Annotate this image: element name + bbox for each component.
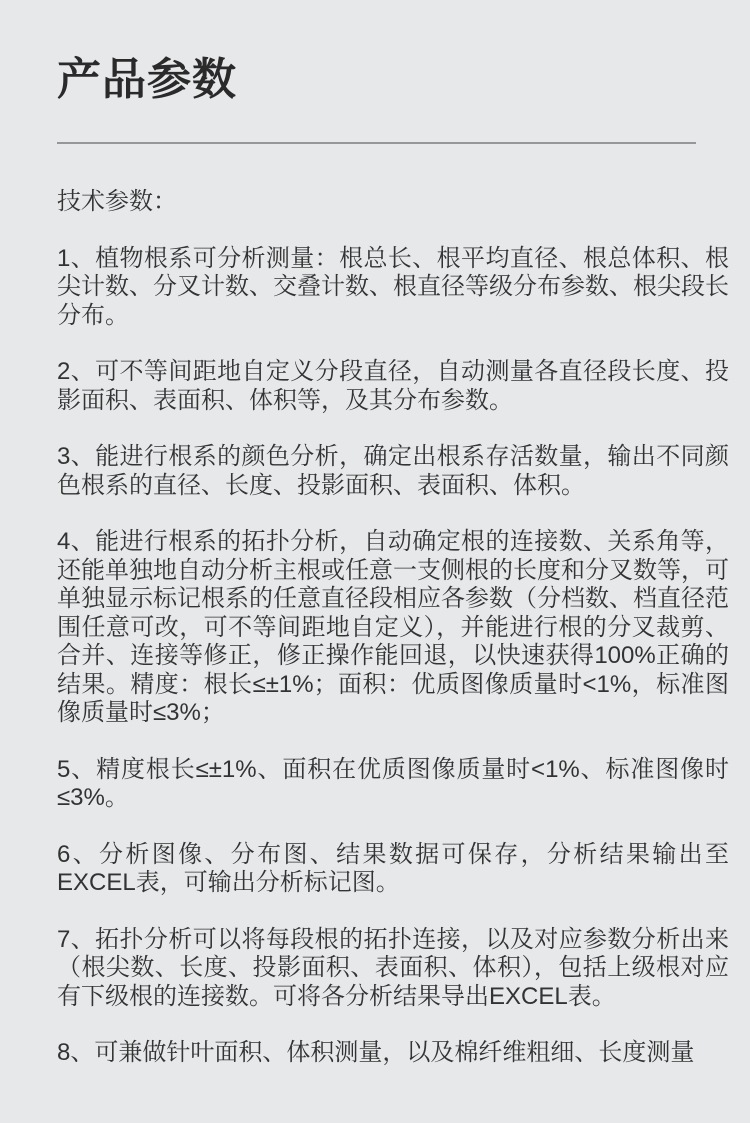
spec-content <box>57 188 729 1068</box>
spec-paragraph-6: 6、分析图像、分布图、结果数据可保存，分析结果输出至EXCEL表，可输出分析标记图。 <box>57 840 729 896</box>
spec-paragraph-3: 3、能进行根系的颜色分析，确定出根系存活数量，输出不同颜色根系的直径、长度、投影面积、表面积、体积。 <box>57 443 729 499</box>
spec-paragraph-8: 8、可兼做针叶面积、体积测量，以及棉纤维粗细、长度测量 <box>57 1039 695 1066</box>
title-divider <box>57 142 696 144</box>
section-label: 技术参数： <box>57 188 177 215</box>
spec-paragraph-4: 4、能进行根系的拓扑分析，自动确定根的连接数、关系角等，还能单独地自动分析主根或任意一支侧根的长度和分叉数等，可单独显示标记根系的任意直径段相应各参数（分档数、档直径范围任意可改，可不等间距地自定义），并能进行根的分叉裁剪、合并、连接等修正，修正操作能回退，以快速获得100%正确的结果。精度：根长≤±1%；面积：优质图像质量时<1%，标准图像质量时≤3%； <box>57 528 729 726</box>
spec-paragraph-2: 2、可不等间距地自定义分段直径，自动测量各直径段长度、投影面积、表面积、体积等，及其分布参数。 <box>57 358 729 414</box>
page-title: 产品参数 <box>57 55 237 104</box>
spec-paragraph-1: 1、植物根系可分析测量：根总长、根平均直径、根总体积、根尖计数、分叉计数、交叠计数、根直径等级分布参数、根尖段长分布。 <box>57 244 729 329</box>
spec-paragraph-5: 5、精度根长≤±1%、面积在优质图像质量时<1%、标准图像时≤3%。 <box>57 755 729 811</box>
spec-paragraph-7: 7、拓扑分析可以将每段根的拓扑连接，以及对应参数分析出来（根尖数、长度、投影面积、表面积、体积），包括上级根对应有下级根的连接数。可将各分析结果导出EXCEL表。 <box>57 925 729 1010</box>
